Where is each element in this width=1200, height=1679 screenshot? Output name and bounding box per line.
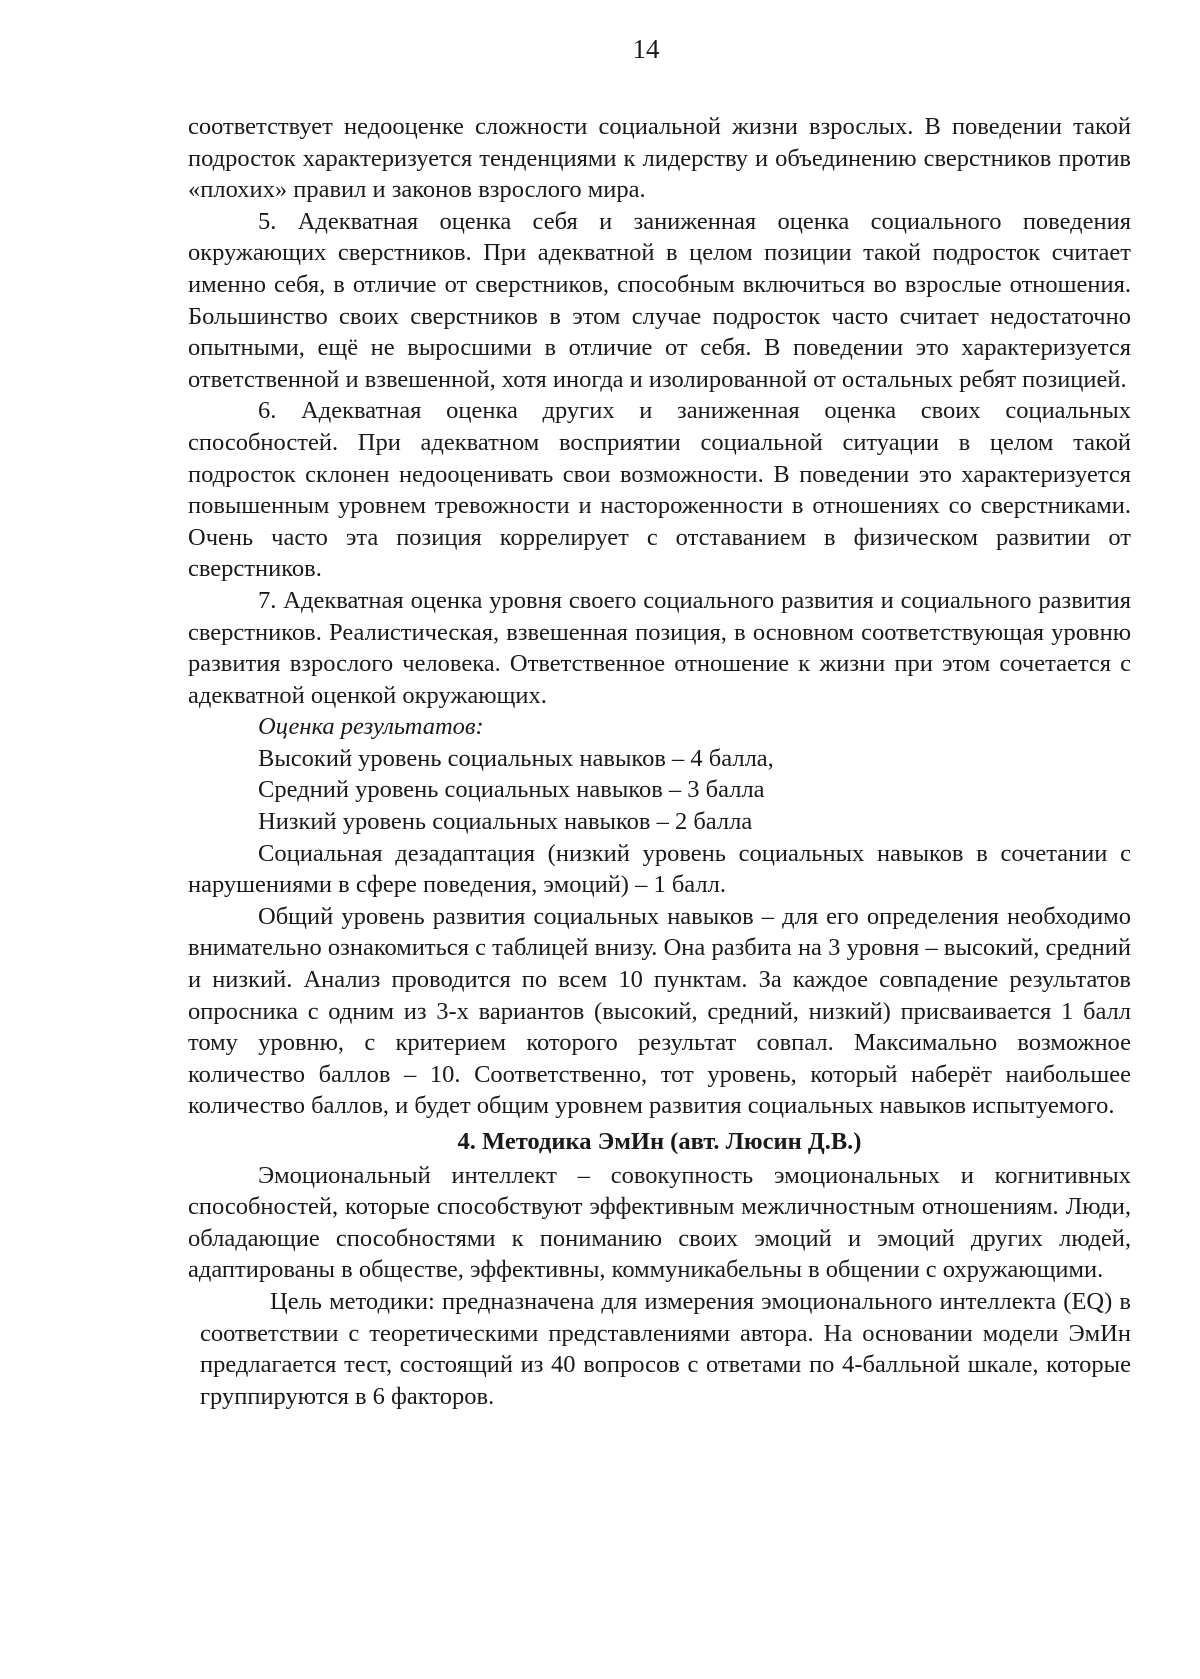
document-body xyxy=(188,111,1131,1412)
paragraph-item-7: 7. Адекватная оценка уровня своего социального развития и социального развития сверстников. Реалистическая, взвешенная позиция, в основном соответствующая уровню развития взрослого человека. Ответственное отношение к жизни при этом сочетается с адекватной оценкой окружающих. xyxy=(188,586,1131,709)
score-maladaptation: Социальная дезадаптация (низкий уровень социальных навыков в сочетании с нарушениями в сфере поведения, эмоций) – 1 балл. xyxy=(188,839,1131,899)
page-number: 14 xyxy=(632,34,660,64)
paragraph-emotional-intelligence: Эмоциональный интеллект – совокупность эмоциональных и когнитивных способностей, которые способствуют эффективным межличностным отношениям. Люди, обладающие способностями к пониманию своих эмоций и эмоций других людей, адаптированы в обществе, эффективны, коммуникабельны в общении с охружающими. xyxy=(188,1161,1131,1284)
results-label: Оценка результатов: xyxy=(258,713,484,741)
score-mid: Средний уровень социальных навыков – 3 балла xyxy=(258,776,765,804)
score-low: Низкий уровень социальных навыков – 2 балла xyxy=(258,808,753,836)
paragraph-item-5: 5. Адекватная оценка себя и заниженная оценка социального поведения окружающих сверстников. При адекватной в целом позиции такой подросток считает именно себя, в отличие от сверстников, способным включиться во взрослые отношения. Большинство своих сверстников в этом случае подросток часто считает недостаточно опытными, ещё не выросшими в отличие от себя. В поведении это характеризуется ответственной и взвешенной, хотя иногда и изолированной от остальных ребят позицией. xyxy=(188,207,1131,393)
paragraph-method-goal: Цель методики: предназначена для измерения эмоционального интеллекта (EQ) в соответствии с теоретическими представлениями автора. На основании модели ЭмИн предлагается тест, состоящий из 40 вопросов с ответами по 4-балльной шкале, которые группируются в 6 факторов. xyxy=(200,1287,1131,1410)
paragraph-overall-level: Общий уровень развития социальных навыков – для его определения необходимо внимательно ознакомиться с таблицей внизу. Она разбита на 3 уровня – высокий, средний и низкий. Анализ проводится по всем 10 пунктам. За каждое совпадение результатов опросника с одним из 3-х вариантов (высокий, средний, низкий) присваивается 1 балл тому уровню, с критерием которого результат совпал. Максимально возможное количество баллов – 10. Соответственно, тот уровень, который наберёт наибольшее количество баллов, и будет общим уровнем развития социальных навыков испытуемого. xyxy=(188,902,1131,1120)
score-high: Высокий уровень социальных навыков – 4 балла, xyxy=(258,744,774,772)
section-heading: 4. Методика ЭмИн (авт. Люсин Д.В.) xyxy=(457,1128,862,1155)
paragraph-continuation: соответствует недооценке сложности социальной жизни взрослых. В поведении такой подросток характеризуется тенденциями к лидерству и объединению сверстников против «плохих» правил и законов взрослого мира. xyxy=(188,113,1131,204)
paragraph-item-6: 6. Адекватная оценка других и заниженная оценка своих социальных способностей. При адекватном восприятии социальной ситуации в целом такой подросток склонен недооценивать свои возможности. В поведении это характеризуется повышенным уровнем тревожности и настороженности в отношениях со сверстниками. Очень часто эта позиция коррелирует с отставанием в физическом развитии от сверстников. xyxy=(188,397,1131,583)
